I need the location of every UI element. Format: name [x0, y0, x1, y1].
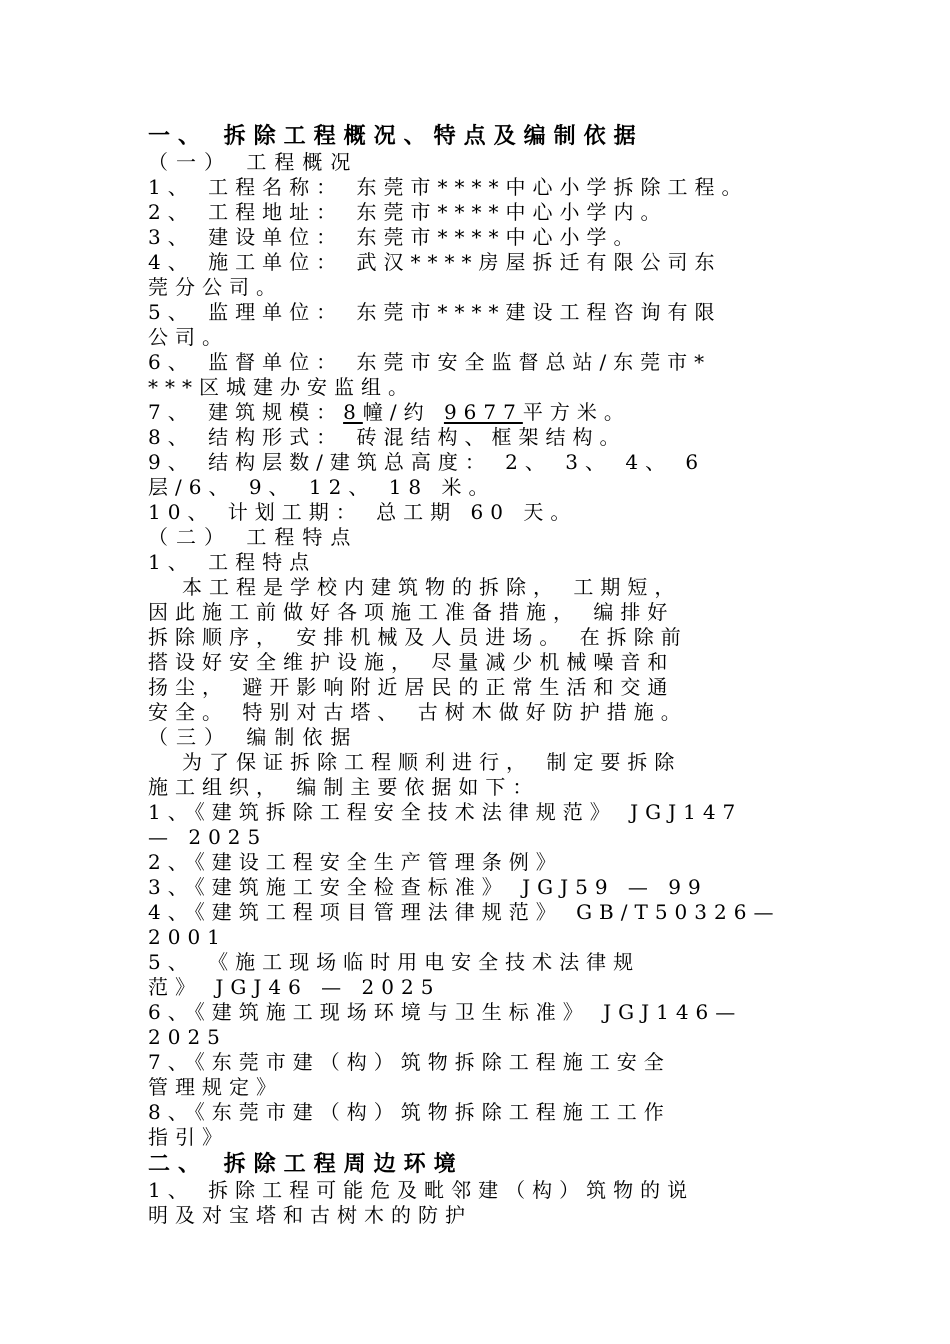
reference-item: 6、《建筑施工现场环境与卫生标准》 JGJ146— — [148, 1000, 743, 1024]
overview-item: 公司。 — [148, 325, 229, 349]
reference-item: 2、《建设工程安全生产管理条例》 — [148, 850, 563, 874]
basis-paragraph-line: 为了保证拆除工程顺利进行， 制定要拆除 — [182, 750, 682, 774]
overview-item: 6、 监督单位： 东莞市安全监督总站/东莞市* — [148, 350, 712, 374]
reference-item: 2001 — [148, 925, 227, 949]
section-2-title: 二、 拆除工程周边环境 — [148, 1151, 464, 1177]
overview-item-scale — [148, 400, 803, 425]
environment-item: 1、 拆除工程可能危及毗邻建（构）筑物的说 — [148, 1178, 695, 1202]
reference-item: 指引》 — [148, 1125, 229, 1149]
features-heading: 1、 工程特点 — [148, 550, 317, 574]
overview-item: 10、 计划工期： 总工期 60 天。 — [148, 500, 578, 524]
scale-suffix: 平方米。 — [522, 400, 631, 424]
document-page — [148, 122, 803, 1228]
overview-item: 9、 结构层数/建筑总高度： 2、 3、 4、 6 — [148, 450, 706, 474]
reference-item: — 2025 — [148, 825, 268, 849]
features-paragraph-line: 扬尘， 避开影响附近居民的正常生活和交通 — [148, 675, 675, 699]
overview-item: 2、 工程地址： 东莞市****中心小学内。 — [148, 200, 668, 224]
features-paragraph-line: 因此施工前做好各项施工准备措施， 编排好 — [148, 600, 675, 624]
reference-item: 管理规定》 — [148, 1075, 283, 1099]
building-count: 8 — [343, 400, 363, 424]
environment-item: 明及对宝塔和古树木的防护 — [148, 1203, 472, 1227]
scale-prefix: 7、 建筑规模： — [148, 400, 344, 424]
overview-item: 8、 结构形式： 砖混结构、框架结构。 — [148, 425, 627, 449]
features-paragraph-line: 本工程是学校内建筑物的拆除， 工期短， — [182, 575, 682, 599]
building-area: 9677 — [443, 400, 523, 424]
subsection-basis: （三） 编制依据 — [148, 725, 359, 749]
reference-item: 范》 JGJ46 — 2025 — [148, 975, 441, 999]
basis-paragraph-line: 施工组织， 编制主要依据如下： — [148, 775, 540, 799]
scale-mid: 幢/约 — [362, 400, 444, 424]
overview-item: 3、 建设单位： 东莞市****中心小学。 — [148, 225, 641, 249]
subsection-features: （二） 工程特点 — [148, 525, 359, 549]
reference-item: 7、《东莞市建（构）筑物拆除工程施工安全 — [148, 1050, 671, 1074]
overview-item: ***区城建办安监组。 — [148, 375, 415, 399]
reference-item: 5、 《施工现场临时用电安全技术法律规 — [148, 950, 641, 974]
features-paragraph-line: 拆除顺序， 安排机械及人员进场。 在拆除前 — [148, 625, 688, 649]
reference-item: 4、《建筑工程项目管理法律规范》 GB/T50326— — [148, 900, 781, 924]
overview-item: 层/6、 9、 12、 18 米。 — [148, 475, 496, 499]
overview-item: 5、 监理单位： 东莞市****建设工程咨询有限 — [148, 300, 722, 324]
overview-item: 莞分公司。 — [148, 275, 283, 299]
reference-item: 8、《东莞市建（构）筑物拆除工程施工工作 — [148, 1100, 671, 1124]
overview-item: 1、 工程名称： 东莞市****中心小学拆除工程。 — [148, 175, 749, 199]
overview-item: 4、 施工单位： 武汉****房屋拆迁有限公司东 — [148, 250, 722, 274]
features-paragraph-line: 安全。 特别对古塔、 古树木做好防护措施。 — [148, 700, 688, 724]
reference-item: 3、《建筑施工安全检查标准》 JGJ59 — 99 — [148, 875, 708, 899]
reference-item: 2025 — [148, 1025, 227, 1049]
reference-item: 1、《建筑拆除工程安全技术法律规范》 JGJ147 — [148, 800, 743, 824]
features-paragraph-line: 搭设好安全维护设施， 尽量减少机械噪音和 — [148, 650, 675, 674]
section-1-title: 一、 拆除工程概况、特点及编制依据 — [148, 123, 644, 149]
subsection-overview: （一） 工程概况 — [148, 150, 359, 174]
